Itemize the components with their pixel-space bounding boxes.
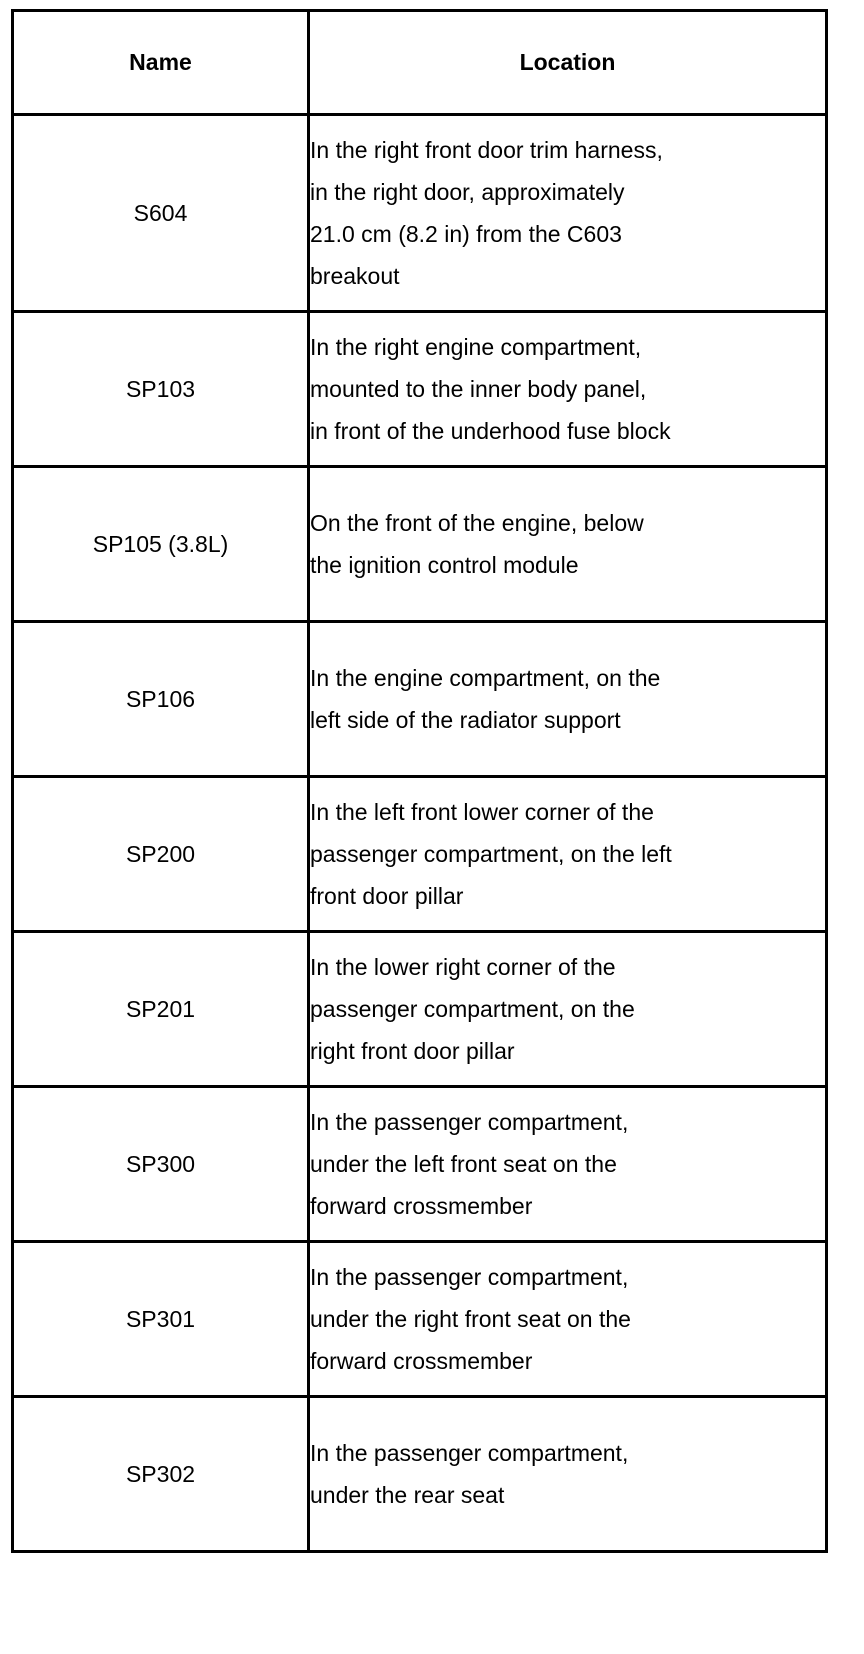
location-text-line: breakout <box>310 263 400 289</box>
location-text-line: in the right door, approximately <box>310 179 625 205</box>
table-row <box>13 932 827 1087</box>
location-text-line: On the front of the engine, below <box>310 510 644 536</box>
splice-location-cell <box>309 115 827 312</box>
splice-location-cell <box>309 777 827 932</box>
splice-name-cell: SP300 <box>13 1087 309 1242</box>
splice-location-cell <box>309 622 827 777</box>
splice-location-cell <box>309 1242 827 1397</box>
splice-location-cell <box>309 312 827 467</box>
table-header-row <box>13 11 827 115</box>
splice-name-cell: S604 <box>13 115 309 312</box>
splice-location-cell <box>309 467 827 622</box>
splice-location-cell <box>309 932 827 1087</box>
splice-location-cell <box>309 1397 827 1552</box>
column-header-location: Location <box>309 11 827 115</box>
location-text-line: passenger compartment, on the left <box>310 841 672 867</box>
location-text-line: passenger compartment, on the <box>310 996 635 1022</box>
location-text-line: the ignition control module <box>310 552 579 578</box>
location-text-line: In the passenger compartment, <box>310 1264 629 1290</box>
table-row <box>13 1242 827 1397</box>
location-text-line: In the lower right corner of the <box>310 954 616 980</box>
location-text-line: forward crossmember <box>310 1193 533 1219</box>
location-text-line: 21.0 cm (8.2 in) from the C603 <box>310 221 622 247</box>
location-text-line: front door pillar <box>310 883 464 909</box>
splice-name-cell: SP301 <box>13 1242 309 1397</box>
location-text-line: under the right front seat on the <box>310 1306 631 1332</box>
location-text-line: left side of the radiator support <box>310 707 621 733</box>
splice-name-cell: SP103 <box>13 312 309 467</box>
splice-name-cell: SP105 (3.8L) <box>13 467 309 622</box>
table-row <box>13 115 827 312</box>
location-text-line: In the right front door trim harness, <box>310 137 663 163</box>
location-text-line: right front door pillar <box>310 1038 515 1064</box>
location-text-line: In the engine compartment, on the <box>310 665 661 691</box>
splice-location-table <box>11 9 828 1553</box>
table-body <box>13 115 827 1552</box>
splice-location-cell <box>309 1087 827 1242</box>
table-row <box>13 1087 827 1242</box>
table-row <box>13 777 827 932</box>
location-text-line: under the rear seat <box>310 1482 505 1508</box>
location-text-line: under the left front seat on the <box>310 1151 617 1177</box>
table-row <box>13 622 827 777</box>
table-row <box>13 1397 827 1552</box>
table-row <box>13 467 827 622</box>
splice-name-cell: SP302 <box>13 1397 309 1552</box>
location-text-line: In the left front lower corner of the <box>310 799 654 825</box>
splice-name-cell: SP201 <box>13 932 309 1087</box>
splice-name-cell: SP106 <box>13 622 309 777</box>
location-text-line: In the passenger compartment, <box>310 1109 629 1135</box>
location-text-line: In the right engine compartment, <box>310 334 642 360</box>
location-text-line: in front of the underhood fuse block <box>310 418 671 444</box>
location-text-line: mounted to the inner body panel, <box>310 376 647 402</box>
location-text-line: forward crossmember <box>310 1348 533 1374</box>
location-text-line: In the passenger compartment, <box>310 1440 629 1466</box>
splice-name-cell: SP200 <box>13 777 309 932</box>
table-row <box>13 312 827 467</box>
column-header-name: Name <box>13 11 309 115</box>
